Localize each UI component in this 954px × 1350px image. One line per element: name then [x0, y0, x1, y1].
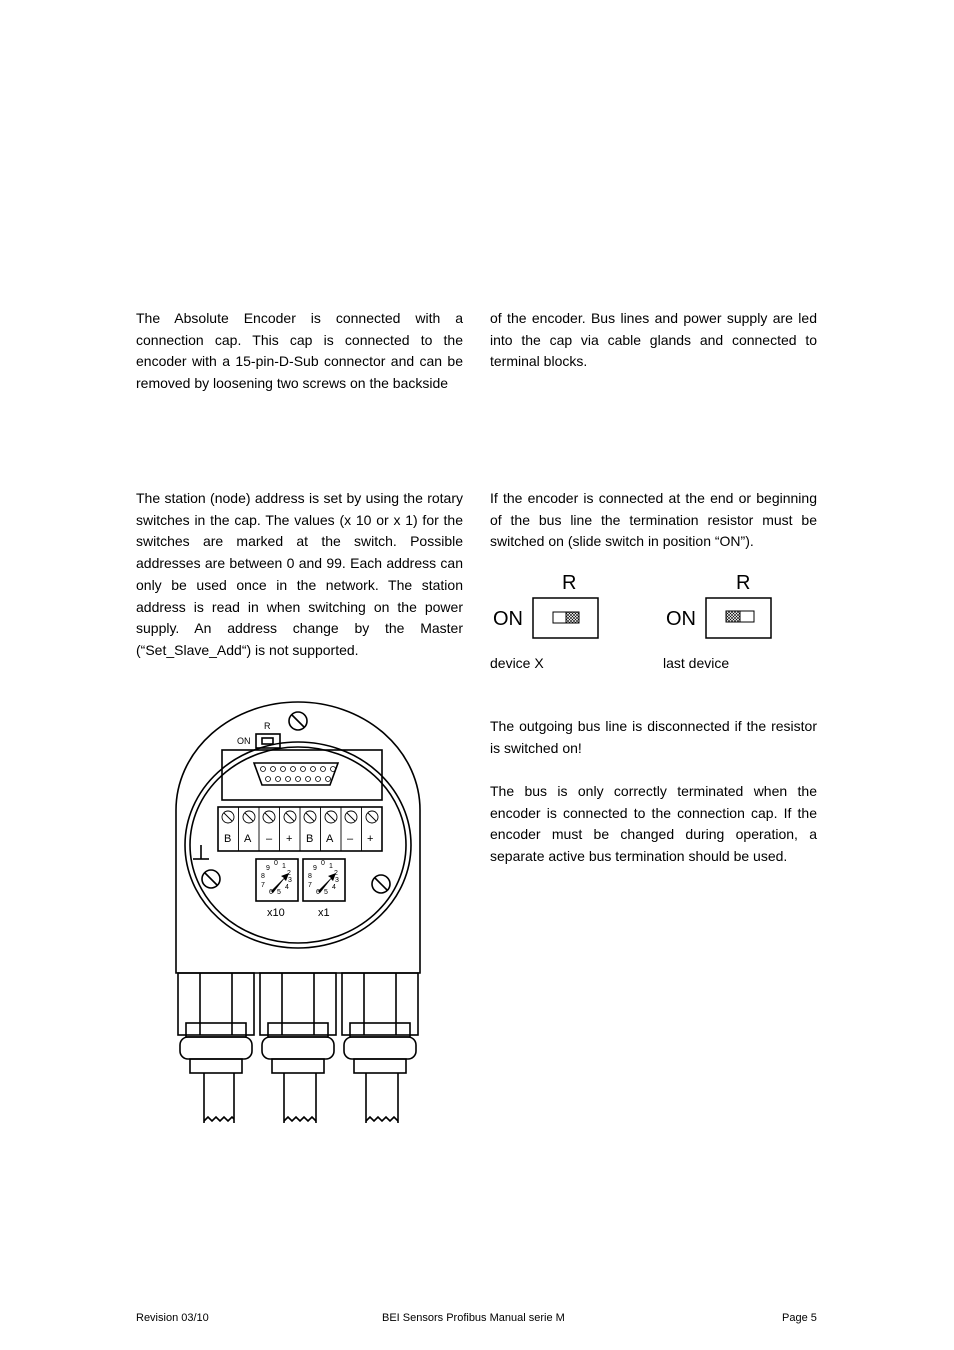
switch-a-caption: device X: [490, 655, 544, 671]
terminal-label: B: [224, 833, 232, 845]
dial-digit: 6: [269, 889, 273, 896]
dial-digit: 2: [287, 870, 291, 877]
terminal-label: +: [367, 833, 374, 845]
terminal-label: –: [347, 833, 354, 845]
note-termination: The bus is only correctly terminated when the encoder is connected to the connection cap. If the encoder must be changed during operation, a separate active bus termination should be used.: [490, 783, 817, 865]
dial-digit: 3: [288, 877, 292, 884]
terminal-label: A: [244, 833, 252, 845]
terminal-label: –: [266, 833, 273, 845]
dial-digit: 7: [308, 882, 312, 889]
address-paragraph: The station (node) address is set by using the rotary switches in the cap. The values (x 10 or x 1) for the switches are marked at the switch. Possible addresses are between 0 and 99. Each address can only be used once in the network. The station address is read in when switching on the power supply. An address change by the Master (“Set_Slave_Add“) is not supported.: [136, 490, 463, 658]
intro-paragraph-left: The Absolute Encoder is connected with a connection cap. This cap is connected to the encoder with a 15-pin-D-Sub connector and can be removed by loosening two screws on the backside: [136, 310, 463, 392]
switch-a-r-label: R: [562, 572, 577, 594]
footer-page-number: Page 5: [782, 1312, 817, 1324]
dial-digit: 6: [316, 889, 320, 896]
dial-digit: 2: [334, 870, 338, 877]
switch-b-on-label: ON: [666, 608, 696, 630]
switch-b-r-label: R: [736, 572, 751, 594]
termination-paragraph: If the encoder is connected at the end or beginning of the bus line the termination resistor must be switched on (slide switch in position “ON”).: [490, 490, 817, 550]
dial-digit: 4: [332, 884, 336, 891]
dial-x10-digits: [256, 859, 298, 901]
connection-cap-diagram: [170, 695, 430, 1135]
dial-x1-digits: [303, 859, 345, 901]
footer-revision: Revision 03/10: [136, 1312, 209, 1324]
diagram-r-label: R: [264, 721, 271, 731]
switch-b-caption: last device: [663, 655, 730, 671]
footer-title: BEI Sensors Profibus Manual serie M: [382, 1312, 565, 1324]
dial-digit: 4: [285, 884, 289, 891]
dial-digit: 8: [261, 873, 265, 880]
terminal-label: +: [286, 833, 293, 845]
dial-digit: 8: [308, 873, 312, 880]
dial-digit: 3: [335, 877, 339, 884]
dial-digit: 1: [329, 863, 333, 870]
dial-x1-label: x1: [318, 907, 330, 919]
dial-digit: 1: [282, 863, 286, 870]
switch-a-on-label: ON: [493, 608, 523, 630]
intro-paragraph-right: of the encoder. Bus lines and power supply are led into the cap via cable glands and connected to terminal blocks.: [490, 310, 817, 370]
dial-digit: 0: [321, 860, 325, 867]
note-disconnected: The outgoing bus line is disconnected if the resistor is switched on!: [490, 718, 817, 756]
diagram-on-label: ON: [237, 736, 251, 746]
switch-a-diagram: [532, 597, 600, 639]
dial-digit: 5: [324, 889, 328, 896]
dial-digit: 0: [274, 860, 278, 867]
dial-digit: 9: [266, 865, 270, 872]
terminal-label: B: [306, 833, 314, 845]
dial-digit: 5: [277, 889, 281, 896]
switch-b-diagram: [705, 597, 773, 639]
dial-digit: 7: [261, 882, 265, 889]
terminal-label: A: [326, 833, 334, 845]
dial-digit: 9: [313, 865, 317, 872]
dial-x10-label: x10: [267, 907, 285, 919]
